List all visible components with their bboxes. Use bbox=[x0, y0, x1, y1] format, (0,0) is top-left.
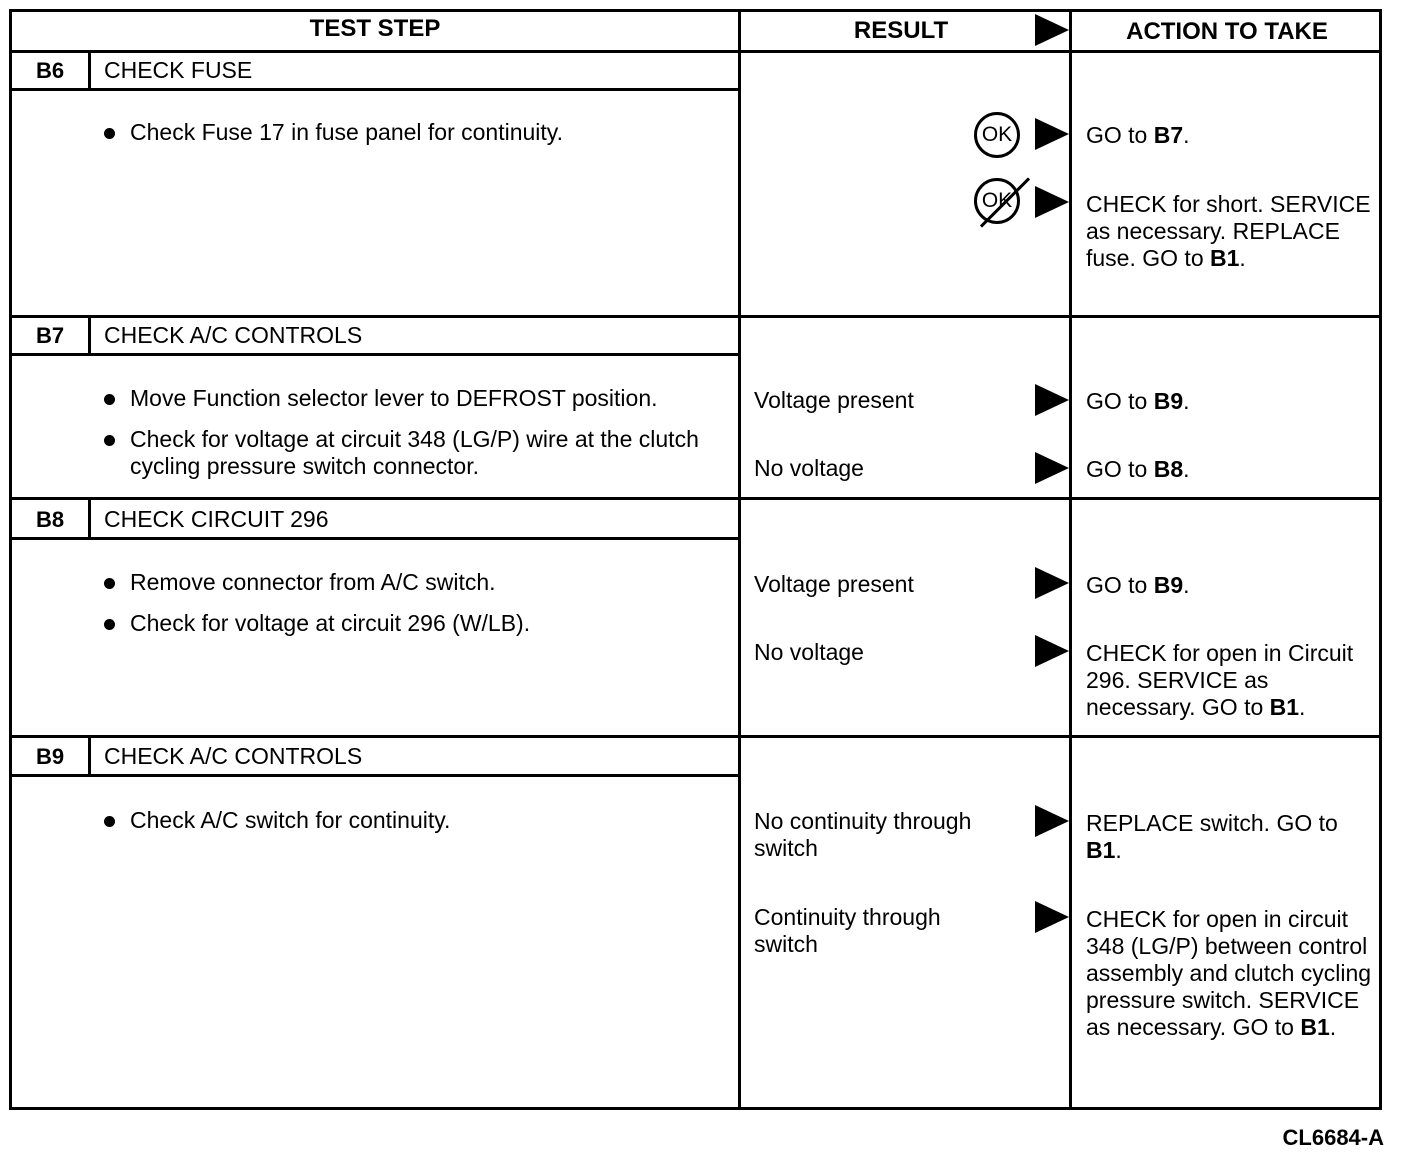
column-divider-test-result bbox=[738, 9, 741, 1110]
step-b7-bullet-1: Move Function selector lever to DEFROST position. bbox=[104, 385, 734, 412]
step-b7-id-divider bbox=[88, 315, 91, 355]
step-b8-id: B8 bbox=[35, 507, 65, 532]
header-test-step: TEST STEP bbox=[309, 15, 441, 42]
header-arrow-icon bbox=[1035, 14, 1069, 46]
ok-circle-icon: OK bbox=[974, 112, 1020, 158]
step-b7-result-1-arrow-icon bbox=[1035, 384, 1069, 416]
step-b7-title: CHECK A/C CONTROLS bbox=[104, 322, 363, 348]
step-b9-id-divider bbox=[88, 735, 91, 776]
step-b6-action-1: GO to B7. bbox=[1086, 122, 1190, 148]
step-b9-action-2: CHECK for open in circuit 348 (LG/P) between control assembly and clutch cycling pressure switch. SERVICE as necessary. GO to B1. bbox=[1086, 906, 1372, 1040]
figure-code: CL6684-A bbox=[1282, 1125, 1384, 1150]
step-b8-bullet-1: Remove connector from A/C switch. bbox=[104, 569, 724, 596]
step-b9-title: CHECK A/C CONTROLS bbox=[104, 743, 363, 769]
step-b6-bullet-1: Check Fuse 17 in fuse panel for continuity. bbox=[104, 119, 724, 146]
bullet-dot-icon bbox=[104, 435, 115, 446]
step-b9-result-1-arrow-icon bbox=[1035, 805, 1069, 837]
row-divider-b7 bbox=[9, 315, 1382, 318]
bullet-dot-icon bbox=[104, 394, 115, 405]
step-b7-result-2: No voltage bbox=[754, 455, 864, 481]
step-b7-action-1: GO to B9. bbox=[1086, 388, 1190, 414]
step-b6-title: CHECK FUSE bbox=[104, 57, 253, 83]
step-b6-title-underline bbox=[9, 88, 740, 91]
step-b8-result-2: No voltage bbox=[754, 639, 864, 665]
step-b9-id: B9 bbox=[35, 744, 65, 769]
step-b7-id: B7 bbox=[35, 323, 65, 348]
step-b9-title-underline bbox=[9, 774, 740, 777]
step-b8-action-2: CHECK for open in Circuit 296. SERVICE as necessary. GO to B1. bbox=[1086, 640, 1354, 720]
step-b8-result-1-arrow-icon bbox=[1035, 567, 1069, 599]
header-action: ACTION TO TAKE bbox=[1126, 18, 1328, 45]
step-b7-result-1: Voltage present bbox=[754, 387, 914, 413]
step-b9-result-1: No continuity through switch bbox=[754, 808, 972, 861]
step-b8-action-1: GO to B9. bbox=[1086, 572, 1190, 598]
column-divider-result-action bbox=[1069, 9, 1072, 1110]
step-b9-result-2-arrow-icon bbox=[1035, 901, 1069, 933]
step-b8-id-divider bbox=[88, 497, 91, 539]
step-b7-bullet-2: Check for voltage at circuit 348 (LG/P) wire at the clutch cycling pressure switch connector. bbox=[104, 426, 714, 480]
step-b8-bullet-2: Check for voltage at circuit 296 (W/LB). bbox=[104, 610, 724, 637]
step-b6-id: B6 bbox=[35, 58, 65, 83]
bullet-dot-icon bbox=[104, 128, 115, 139]
step-b6-id-divider bbox=[88, 50, 91, 90]
step-b8-result-2-arrow-icon bbox=[1035, 635, 1069, 667]
step-b6-result-1-arrow-icon bbox=[1035, 118, 1069, 150]
header-result: RESULT bbox=[853, 17, 949, 44]
bullet-dot-icon bbox=[104, 816, 115, 827]
row-divider-b8 bbox=[9, 497, 1382, 500]
step-b8-title: CHECK CIRCUIT 296 bbox=[104, 506, 329, 532]
step-b6-result-2-arrow-icon bbox=[1035, 186, 1069, 218]
step-b7-action-2: GO to B8. bbox=[1086, 456, 1190, 482]
step-b9-bullet-1: Check A/C switch for continuity. bbox=[104, 807, 724, 834]
bullet-dot-icon bbox=[104, 578, 115, 589]
row-divider-b9 bbox=[9, 735, 1382, 738]
step-b8-title-underline bbox=[9, 537, 740, 540]
step-b8-result-1: Voltage present bbox=[754, 571, 914, 597]
not-ok-circle-icon: OK bbox=[974, 178, 1020, 224]
step-b9-result-2: Continuity through switch bbox=[754, 904, 941, 957]
step-b9-action-1: REPLACE switch. GO to B1. bbox=[1086, 810, 1338, 863]
step-b7-result-2-arrow-icon bbox=[1035, 452, 1069, 484]
step-b6-action-2: CHECK for short. SERVICE as necessary. REPLACE fuse. GO to B1. bbox=[1086, 191, 1371, 271]
step-b6-title-top bbox=[9, 50, 740, 53]
step-b7-title-underline bbox=[9, 353, 740, 356]
bullet-dot-icon bbox=[104, 619, 115, 630]
